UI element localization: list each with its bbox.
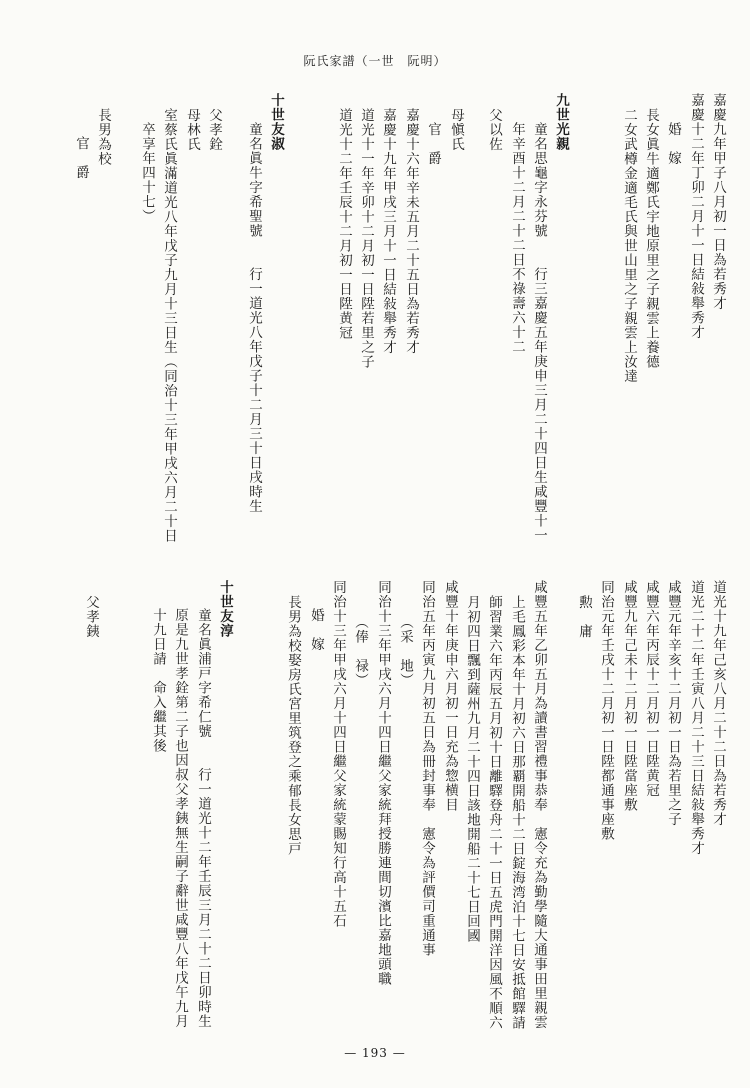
- generation-heading: 十世友淑: [268, 93, 284, 151]
- text-column: 童名眞牛字希聖號 行一道光八年戊子十二月三十日戌時生: [246, 122, 262, 514]
- text-column: 婚 嫁: [665, 122, 681, 166]
- text-column: 月初四日飄到薩州九月二十四日該地開船二十七日回國: [464, 595, 480, 943]
- text-column: 師習業六年丙辰五月初十日離驛登舟二十一日五虎門開洋因風不順六: [486, 595, 502, 1030]
- text-column: 嘉慶九年甲子八月初一日為若秀才: [710, 93, 726, 311]
- page-number: — 193 —: [344, 1046, 406, 1060]
- text-column: 嘉慶十二年丁卯二月十一日結敍舉秀才: [688, 93, 704, 340]
- text-column: 道光十九年己亥八月二十二日為若秀才: [710, 580, 726, 827]
- text-column: 童名思龜字永芬號 行三嘉慶五年庚申三月二十四日生咸豐十一: [531, 122, 547, 543]
- text-column: （俸 禄）: [352, 615, 368, 688]
- text-column: 長女眞牛適鄭氏宇地原里之子親雲上養德: [643, 108, 659, 369]
- generation-heading: 十世友淳: [217, 580, 233, 638]
- text-column: 童名眞浦戸字希仁號 行一道光十二年壬辰三月二十二日卯時生: [195, 608, 211, 1029]
- text-column: 同治元年壬戌十二月初一日陞都通事座敷: [598, 580, 614, 841]
- text-column: 咸豐五年乙卯五月為讀書習禮事恭奉 憲令充為勤學隨大通事田里親雲: [531, 580, 547, 1030]
- text-column: （采 地）: [397, 615, 413, 688]
- text-column: 勲 庸: [576, 595, 592, 639]
- text-column: 母林氏: [184, 108, 200, 152]
- text-column: 咸豐十年庚申六月初一日充為惣横目: [442, 580, 458, 812]
- text-column: 父孝銓: [206, 108, 222, 152]
- text-column: 嘉慶十六年辛未五月二十五日為若秀才: [403, 108, 419, 355]
- text-column: 父以佐: [486, 108, 502, 152]
- text-column: 十九日請 命入繼其後: [150, 608, 166, 753]
- text-column: 道光十二年壬辰十二月初一日陞黄冠: [336, 108, 352, 340]
- text-column: 室蔡氏眞滿道光八年戊子九月十三日生（同治十三年甲戌六月二十日: [161, 108, 177, 543]
- text-column: 同治五年丙寅九月初五日為冊封事奉 憲令為評價司重通事: [419, 580, 435, 957]
- text-column: 長男為校: [95, 108, 111, 166]
- text-column: 原是九世孝銓第二子也因叔父孝銕無生嗣子辭世咸豐八年戊午九月: [172, 608, 188, 1029]
- text-column: 同治十三年甲戌六月十四日繼父家統蒙賜知行高十五石: [330, 580, 346, 928]
- text-column: 年辛酉十二月二十二日不祿壽六十二: [509, 122, 525, 354]
- text-column: 咸豐六年丙辰十二月初一日陞黄冠: [643, 580, 659, 798]
- generation-heading: 九世光親: [553, 93, 569, 151]
- text-column: 卒享年四十七）: [139, 122, 155, 224]
- text-column: 上毛鳳彩本年十月初六日那覇開船十二日錠海湾泊十七日安抵館驛請: [509, 595, 525, 1030]
- text-column: 咸豐元年辛亥十二月初一日為若里之子: [665, 580, 681, 827]
- text-column: 官 爵: [73, 136, 89, 180]
- text-column: 咸豐九年己未十二月初一日陞當座敷: [621, 580, 637, 812]
- text-column: 父孝銕: [83, 595, 99, 639]
- text-column: 官 爵: [425, 122, 441, 166]
- text-column: 嘉慶十九年甲戌三月十一日結敍舉秀才: [380, 108, 396, 355]
- text-column: 道光二十二年壬寅八月二十三日結敍舉秀才: [688, 580, 704, 856]
- text-column: 婚 嫁: [308, 608, 324, 652]
- text-column: 二女武樽金適毛氏與世山里之子親雲上汝達: [621, 108, 637, 384]
- text-column: 同治十三年甲戌六月十四日繼父家統拜授勝連間切濱比嘉地頭職: [375, 580, 391, 986]
- page-header: 阮氏家譜（一世 阮明）: [303, 54, 447, 68]
- text-column: 母愼氏: [448, 108, 464, 152]
- text-column: 長男為校娶房氏宮里筑登之乘郁長女思戸: [285, 595, 301, 856]
- text-column: 道光十一年辛卯十二月初一日陞若里之子: [358, 108, 374, 369]
